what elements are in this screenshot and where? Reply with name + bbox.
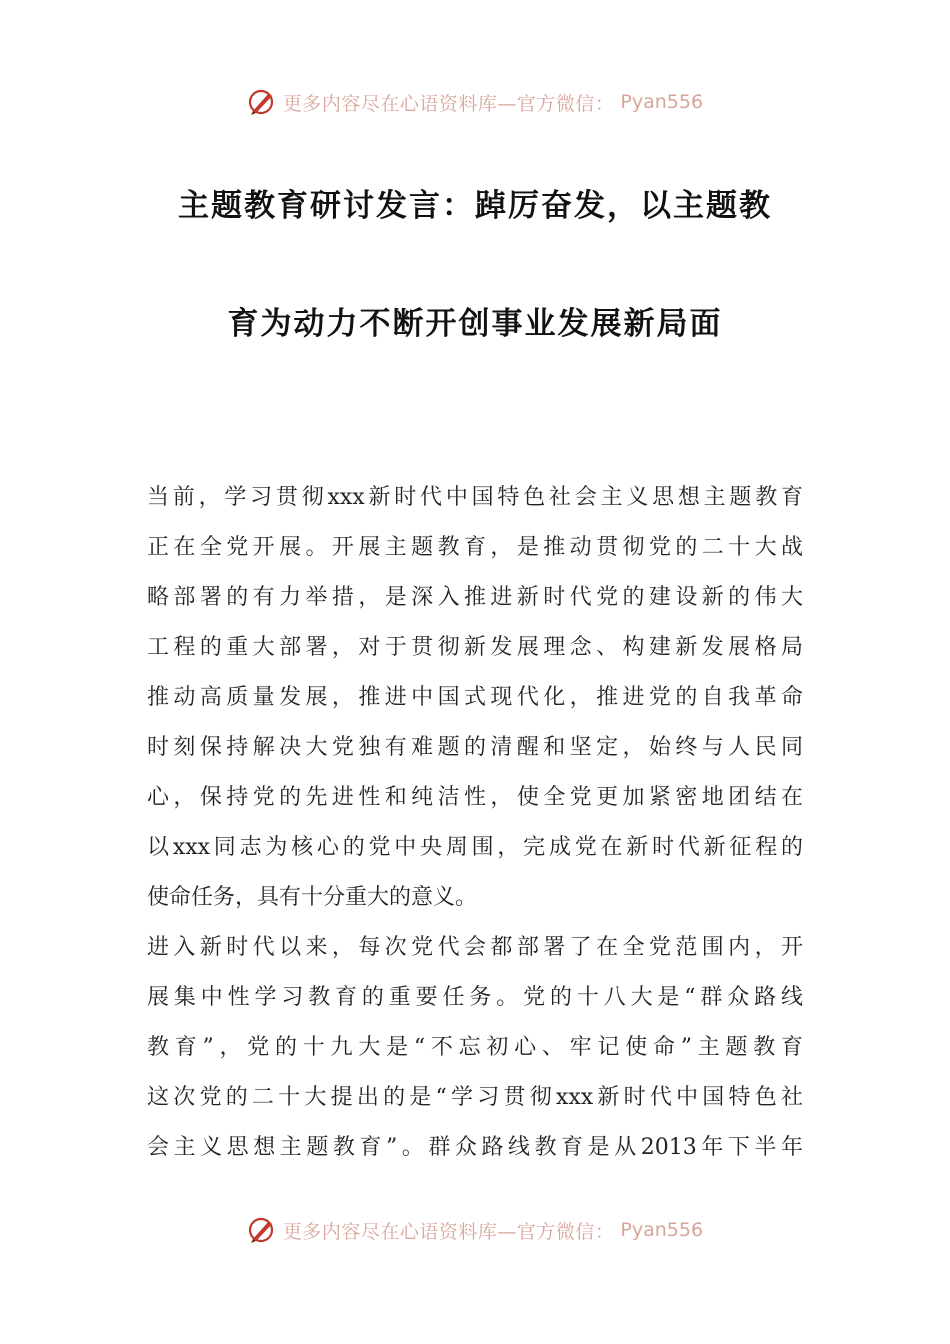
- body-line: 略部署的有力举措，是深入推进新时代党的建设新的伟大: [147, 585, 803, 610]
- watermark-wechat-id: Pyan556: [620, 1219, 704, 1241]
- body-line: 以xxx同志为核心的党中央周围，完成党在新时代新征程的: [147, 835, 803, 860]
- watermark-wechat-id: Pyan556: [620, 91, 704, 113]
- document-title-line-1: 主题教育研讨发言：踔厉奋发，以主题教: [178, 188, 772, 224]
- body-line: 使命任务，具有十分重大的意义。: [147, 885, 478, 910]
- body-line: 展集中性学习教育的重要任务。党的十八大是“群众路线: [147, 985, 803, 1010]
- footer-watermark: [0, 1212, 950, 1248]
- body-line: 心，保持党的先进性和纯洁性，使全党更加紧密地团结在: [147, 785, 803, 810]
- watermark-text: 更多内容尽在心语资料库—官方微信：: [282, 92, 615, 115]
- header-watermark: [0, 84, 950, 120]
- body-line: 会主义思想主题教育”。群众路线教育是从2013年下半年: [147, 1135, 803, 1160]
- body-line: 这次党的二十大提出的是“学习贯彻xxx新时代中国特色社: [147, 1085, 803, 1110]
- body-line: 推动高质量发展，推进中国式现代化，推进党的自我革命: [147, 685, 803, 710]
- body-line: 进入新时代以来，每次党代会都部署了在全党范围内，开: [147, 935, 803, 960]
- document-title-line-2: 育为动力不断开创事业发展新局面: [227, 306, 723, 342]
- watermark-text: 更多内容尽在心语资料库—官方微信：: [282, 1220, 615, 1243]
- body-line: 当前，学习贯彻xxx新时代中国特色社会主义思想主题教育: [147, 485, 803, 510]
- pen-logo-icon: [247, 87, 277, 117]
- body-line: 正在全党开展。开展主题教育，是推动贯彻党的二十大战: [147, 535, 803, 560]
- body-line: 工程的重大部署，对于贯彻新发展理念、构建新发展格局: [147, 635, 803, 660]
- body-line: 教育”，党的十九大是“不忘初心、牢记使命”主题教育: [147, 1035, 803, 1060]
- pen-logo-icon: [247, 1215, 277, 1245]
- body-line: 时刻保持解决大党独有难题的清醒和坚定，始终与人民同: [147, 735, 803, 760]
